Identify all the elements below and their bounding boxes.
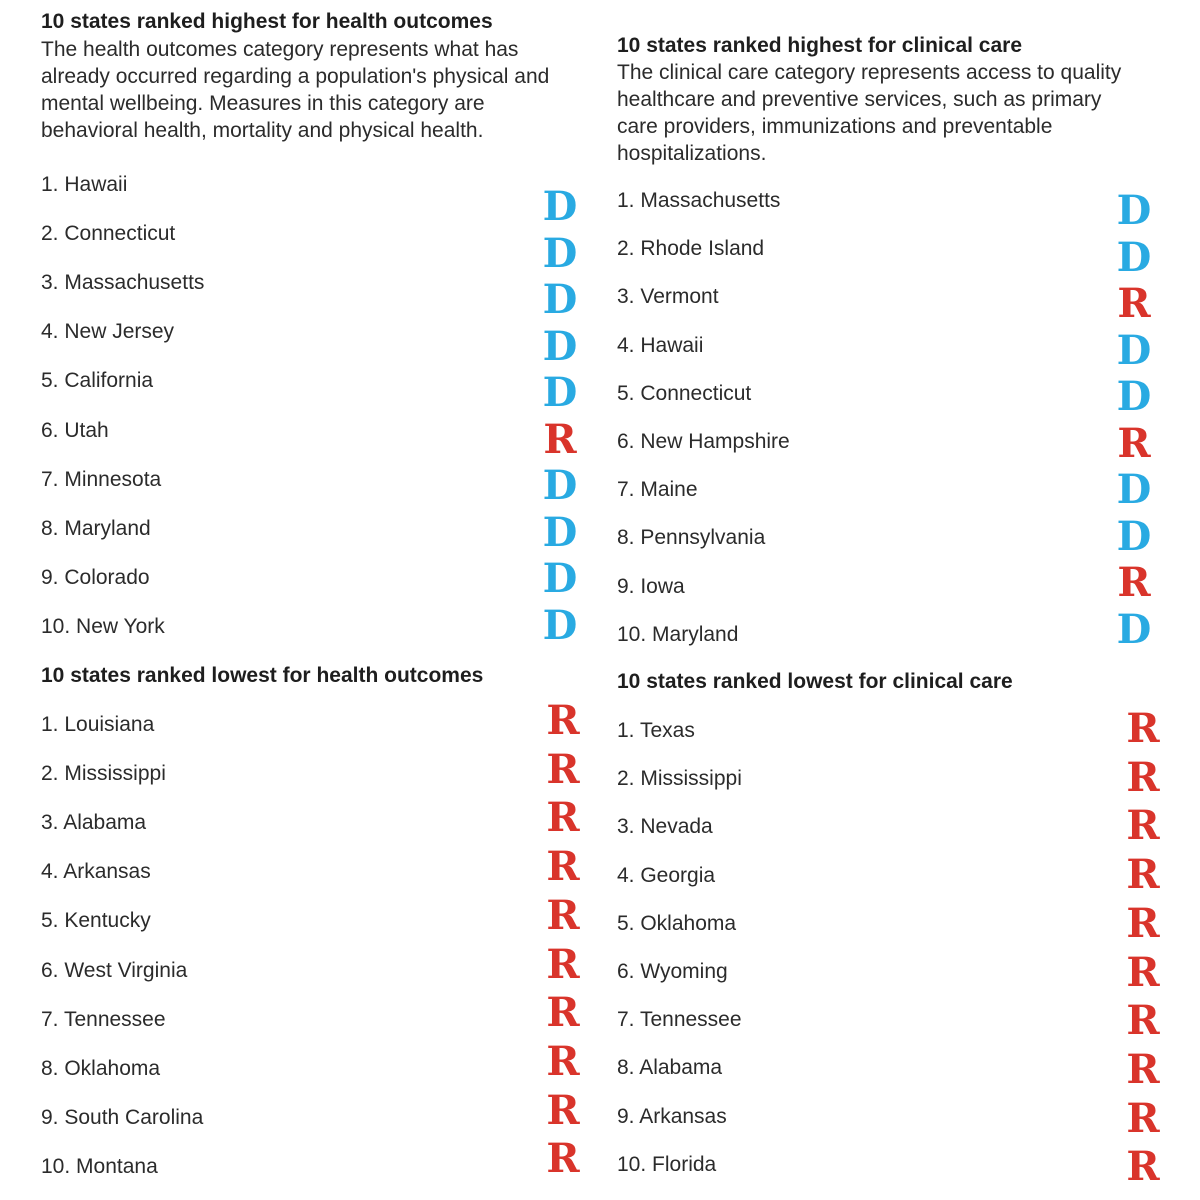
clinical-bottom-state-4: 4. Georgia	[617, 863, 716, 887]
clinical-bottom-party-badge-9: R	[1126, 1094, 1160, 1142]
health-top-state-10: 10. New York	[41, 614, 165, 638]
health-top-party-badge-10: D	[542, 601, 578, 649]
health-bottom-state-8: 8. Oklahoma	[41, 1056, 161, 1080]
health-bottom-party-badge-4: R	[546, 843, 580, 891]
clinical-top-party-badge-2: D	[1116, 233, 1152, 281]
clinical-bottom-state-9: 9. Arkansas	[617, 1104, 727, 1128]
health-bottom-state-6: 6. West Virginia	[41, 958, 188, 982]
health-top-party-badge-5: D	[542, 369, 578, 416]
health-outcomes-top-heading: 10 states ranked highest for health outcomes	[41, 10, 493, 33]
health-bottom-state-7: 7. Tennessee	[41, 1007, 166, 1031]
health-bottom-state-2: 2. Mississippi	[41, 762, 166, 786]
clinical-bottom-party-badge-1: R	[1126, 705, 1160, 752]
health-top-state-1: 1. Hawaii	[41, 173, 128, 196]
clinical-top-party-badge-8: D	[1116, 512, 1152, 560]
health-top-party-badge-8: D	[542, 508, 578, 556]
clinical-top-party-badge-10: D	[1116, 605, 1152, 653]
health-top-party-badge-3: D	[542, 276, 578, 323]
health-bottom-party-badge-2: R	[546, 745, 580, 793]
clinical-care-bottom-heading: 10 states ranked lowest for clinical care	[617, 670, 1013, 693]
clinical-bottom-party-badge-2: R	[1126, 753, 1160, 801]
health-bottom-state-10: 10. Montana	[41, 1154, 158, 1178]
health-top-party-badge-4: D	[542, 322, 578, 370]
clinical-bottom-state-2: 2. Mississippi	[617, 767, 742, 791]
health-bottom-state-9: 9. South Carolina	[41, 1105, 204, 1129]
health-top-party-badge-9: D	[542, 555, 578, 602]
health-bottom-state-5: 5. Kentucky	[41, 909, 151, 933]
clinical-bottom-party-badge-3: R	[1126, 802, 1160, 850]
health-bottom-party-badge-3: R	[546, 794, 580, 842]
clinical-top-state-1: 1. Massachusetts	[617, 189, 781, 212]
health-bottom-party-badge-5: R	[546, 891, 580, 939]
health-bottom-party-badge-6: R	[546, 940, 580, 988]
clinical-bottom-state-8: 8. Alabama	[617, 1056, 723, 1080]
clinical-bottom-party-badge-7: R	[1126, 997, 1160, 1045]
clinical-care-top-heading: 10 states ranked highest for clinical care	[617, 34, 1023, 57]
clinical-top-state-2: 2. Rhode Island	[617, 237, 765, 261]
health-top-state-7: 7. Minnesota	[41, 467, 162, 491]
clinical-top-state-10: 10. Maryland	[617, 622, 739, 646]
health-bottom-party-badge-10: R	[546, 1135, 580, 1183]
health-top-state-3: 3. Massachusetts	[41, 271, 205, 295]
clinical-top-party-badge-3: R	[1117, 280, 1151, 327]
clinical-bottom-party-badge-5: R	[1126, 899, 1160, 947]
clinical-bottom-party-badge-10: R	[1126, 1143, 1160, 1191]
health-outcomes-description: The health outcomes category represents what has already occurred regarding a population's physical and mental wellbeing. Measures in this category are behavioral health, mortality and physical health.	[41, 38, 550, 142]
clinical-top-party-badge-6: R	[1117, 419, 1151, 467]
clinical-top-party-badge-7: D	[1116, 466, 1152, 513]
clinical-bottom-state-1: 1. Texas	[617, 719, 695, 742]
health-bottom-party-badge-9: R	[546, 1086, 580, 1134]
clinical-bottom-state-5: 5. Oklahoma	[617, 911, 737, 935]
health-top-state-5: 5. California	[41, 369, 154, 393]
health-top-state-4: 4. New Jersey	[41, 320, 175, 344]
clinical-top-party-badge-4: D	[1116, 326, 1152, 374]
clinical-bottom-state-3: 3. Nevada	[617, 815, 713, 839]
health-top-party-badge-7: D	[542, 462, 578, 509]
clinical-top-state-9: 9. Iowa	[617, 574, 685, 598]
clinical-top-party-badge-5: D	[1116, 373, 1152, 420]
health-bottom-party-badge-1: R	[546, 697, 580, 744]
clinical-top-state-5: 5. Connecticut	[617, 381, 752, 405]
clinical-bottom-party-badge-6: R	[1126, 948, 1160, 996]
health-top-party-badge-1: D	[542, 183, 578, 230]
clinical-top-party-badge-9: R	[1117, 559, 1151, 606]
health-top-state-9: 9. Colorado	[41, 565, 150, 589]
health-top-state-6: 6. Utah	[41, 418, 109, 442]
clinical-bottom-state-7: 7. Tennessee	[617, 1008, 742, 1032]
health-bottom-state-1: 1. Louisiana	[41, 713, 155, 736]
clinical-top-state-8: 8. Pennsylvania	[617, 526, 766, 550]
clinical-bottom-state-10: 10. Florida	[617, 1152, 717, 1176]
clinical-bottom-party-badge-4: R	[1126, 851, 1160, 899]
health-bottom-state-3: 3. Alabama	[41, 811, 147, 835]
health-outcomes-bottom-heading: 10 states ranked lowest for health outcomes	[41, 664, 484, 687]
clinical-top-party-badge-1: D	[1116, 187, 1152, 234]
health-bottom-state-4: 4. Arkansas	[41, 860, 151, 884]
clinical-bottom-state-6: 6. Wyoming	[617, 960, 728, 983]
health-top-party-badge-2: D	[542, 229, 578, 277]
health-bottom-party-badge-7: R	[546, 989, 580, 1037]
health-top-state-8: 8. Maryland	[41, 516, 151, 540]
clinical-top-state-3: 3. Vermont	[617, 285, 719, 309]
clinical-care-description: The clinical care category represents access to quality healthcare and preventive services, such as primary care providers, immunizations and preventable hospitalizations.	[617, 61, 1122, 165]
health-top-party-badge-6: R	[543, 415, 577, 463]
health-bottom-party-badge-8: R	[546, 1037, 580, 1085]
clinical-bottom-party-badge-8: R	[1126, 1045, 1160, 1093]
clinical-top-state-6: 6. New Hampshire	[617, 430, 790, 453]
clinical-top-state-7: 7. Maine	[617, 478, 698, 502]
clinical-top-state-4: 4. Hawaii	[617, 333, 704, 357]
health-top-state-2: 2. Connecticut	[41, 222, 176, 246]
